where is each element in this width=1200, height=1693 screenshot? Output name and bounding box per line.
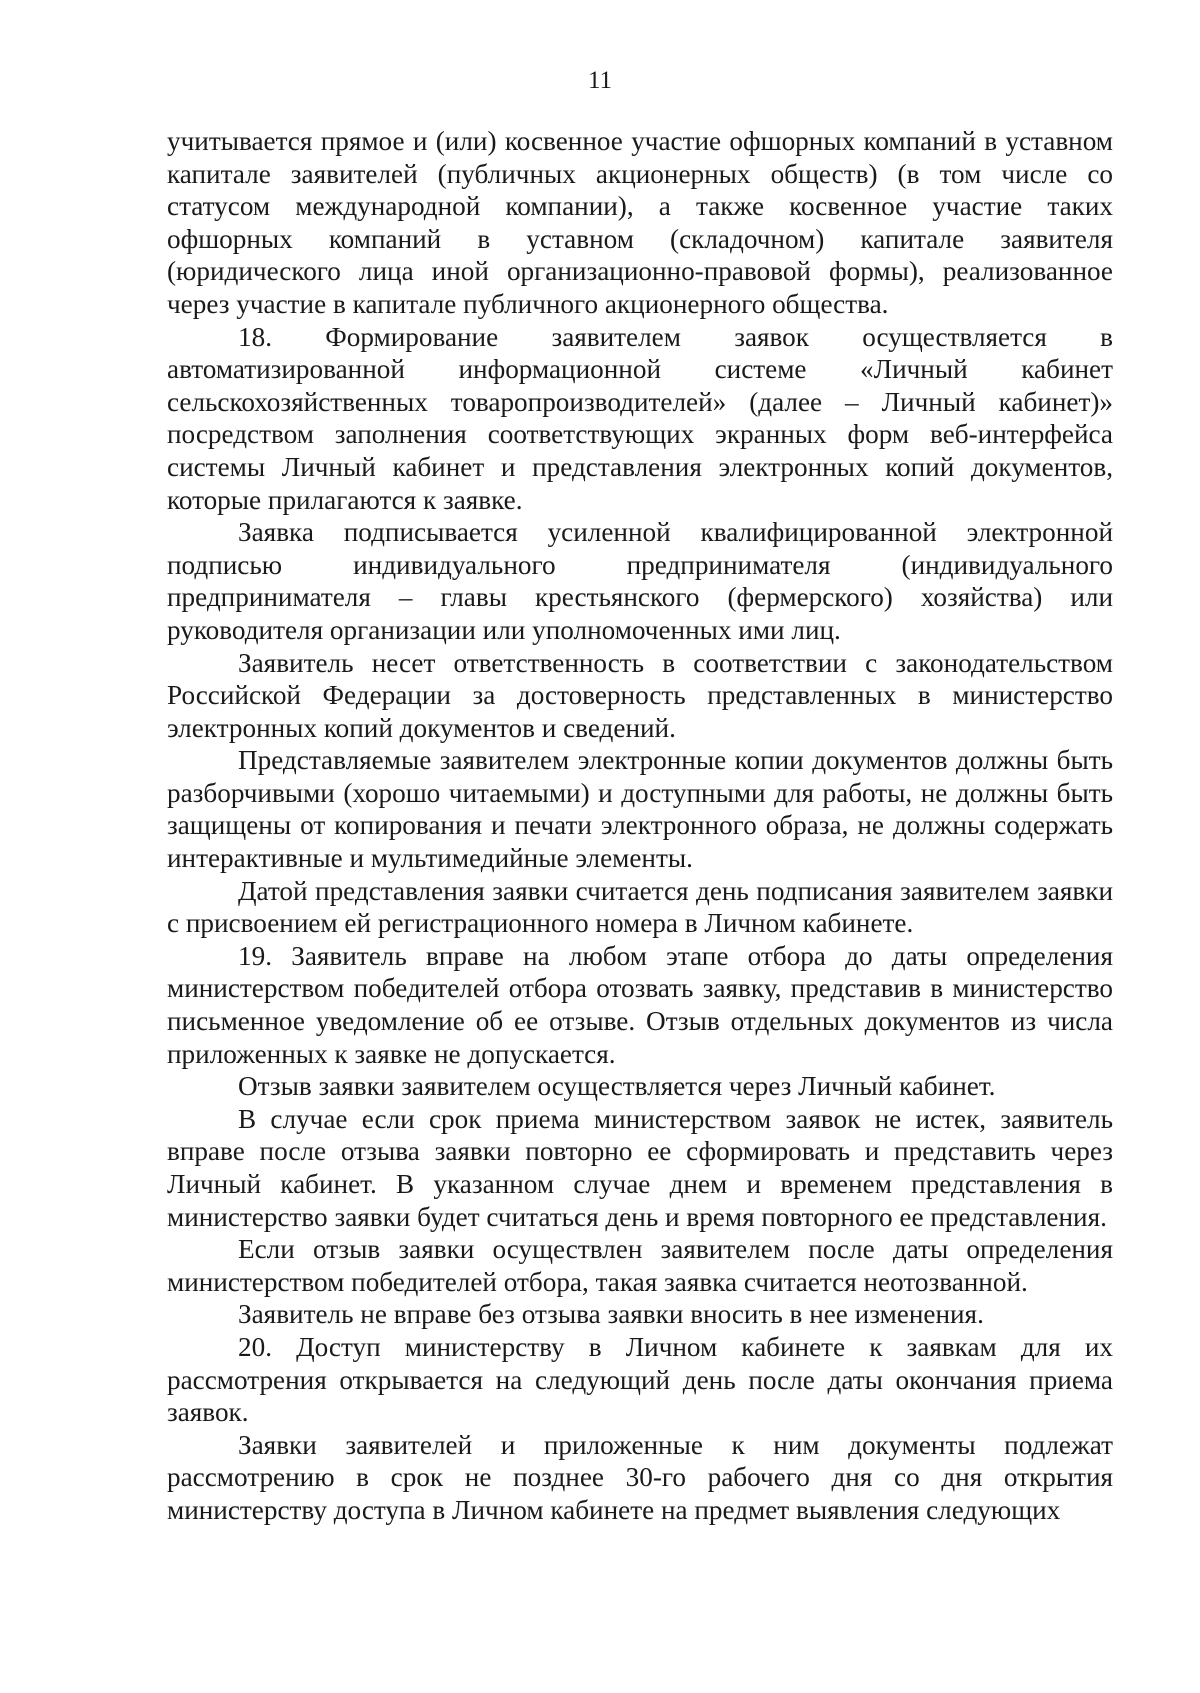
paragraph-withdrawal-method: Отзыв заявки заявителем осуществляется через Личный кабинет. <box>238 1071 996 1102</box>
paragraph-clause-20: 20. Доступ министерству в Личном кабинете к заявкам для их рассмотрения открывается на следующий день после даты окончания приема заявок. <box>167 1331 1113 1428</box>
paragraph-application-signature: Заявка подписывается усиленной квалифицированной электронной подписью индивидуального предпринимателя (индивидуального предпринимателя – главы крестьянского (фермерского) хозяйства) или руководителя организации или уполномоченных ими лиц. <box>167 517 1113 645</box>
paragraph-resubmission: В случае если срок приема министерством заявок не истек, заявитель вправе после отзыва заявки повторно ее сформировать и представить через Личный кабинет. В указанном случае днем и временем представления в министерство заявки будет считаться день и время повторного ее представления. <box>167 1103 1113 1232</box>
page-number: 11 <box>587 67 613 94</box>
document-body <box>167 125 1113 1527</box>
paragraph-review-deadline: Заявки заявителей и приложенные к ним документы подлежат рассмотрению в срок не позднее 30-го рабочего дня со дня открытия министерству доступа в Личном кабинете на предмет выявления следующих <box>167 1429 1113 1525</box>
paragraph-late-withdrawal: Если отзыв заявки осуществлен заявителем после даты определения министерством победителей отбора, такая заявка считается неотозванной. <box>167 1234 1113 1297</box>
paragraph-applicant-responsibility: Заявитель несет ответственность в соответствии с законодательством Российской Федерации за достоверность представленных в министерство электронных копий документов и сведений. <box>167 647 1113 743</box>
paragraph-submission-date: Датой представления заявки считается день подписания заявителем заявки с присвоением ей регистрационного номера в Личном кабинете. <box>167 875 1113 939</box>
paragraph-electronic-copies-requirements: Представляемые заявителем электронные копии документов должны быть разборчивыми (хорошо читаемыми) и доступными для работы, не должны быть защищены от копирования и печати электронного образа, не должны содержать интерактивные и мультимедийные элементы. <box>167 745 1113 874</box>
paragraph-clause-19: 19. Заявитель вправе на любом этапе отбора до даты определения министерством победителей отбора отозвать заявку, представив в министерство письменное уведомление об ее отзыве. Отзыв отдельных документов из числа приложенных к заявке не допускается. <box>167 940 1113 1069</box>
paragraph-no-changes: Заявитель не вправе без отзыва заявки вносить в нее изменения. <box>238 1299 984 1330</box>
paragraph-offshore-participation: учитывается прямое и (или) косвенное участие офшорных компаний в уставном капитале заявителей (публичных акционерных обществ) (в том числе со статусом международной компании), а также косвенное участие таких офшорных компаний в уставном (складочном) капитале заявителя (юридического лица иной организационно-правовой формы), реализованное через участие в капитале публичного акционерного общества. <box>167 126 1113 319</box>
paragraph-clause-18: 18. Формирование заявителем заявок осуществляется в автоматизированной информационной системе «Личный кабинет сельскохозяйственных товаропроизводителей» (далее – Личный кабинет)» посредством заполнения соответствующих экранных форм веб-интерфейса системы Личный кабинет и представления электронных копий документов, которые прилагаются к заявке. <box>167 321 1113 515</box>
